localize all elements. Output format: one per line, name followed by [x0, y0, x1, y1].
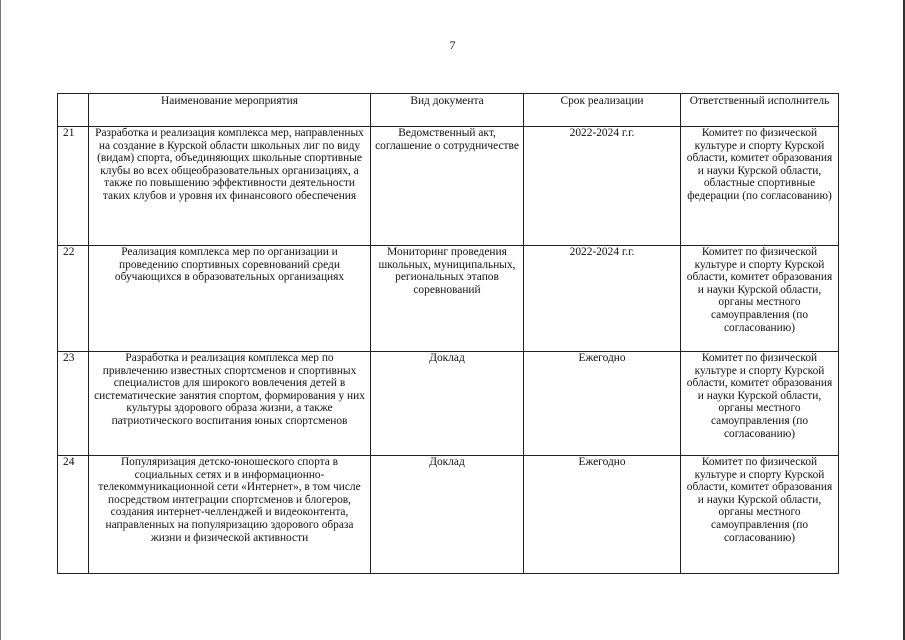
table-row	[58, 352, 839, 456]
activities-table	[57, 93, 839, 574]
table-row	[58, 456, 839, 574]
row-activity-name: Разработка и реализация комплекса мер, направленных на создание в Курской области школьных лиг по виду (видам) спорта, объединяющих школьные спортивные клубы во всех общеобразовательных организациях, а также по повышению эффективности деятельности таких клубов и уровня их финансового обеспечения	[89, 127, 371, 246]
row-document-type: Доклад	[371, 456, 524, 574]
row-term: 2022-2024 г.г.	[524, 246, 681, 352]
row-responsible: Комитет по физической культуре и спорту Курской области, комитет образования и науки Курской области, областные спортивные федерации (по согласованию)	[681, 127, 839, 246]
row-document-type: Мониторинг проведения школьных, муниципальных, региональных этапов соревнований	[371, 246, 524, 352]
row-number: 22	[58, 246, 89, 352]
row-number: 21	[58, 127, 89, 246]
table-row	[58, 246, 839, 352]
header-term: Срок реализации	[524, 94, 681, 127]
row-number: 24	[58, 456, 89, 574]
row-activity-name: Разработка и реализация комплекса мер по привлечению известных спортсменов и спортивных специалистов для широкого вовлечения детей в систематические занятия спортом, формирования у них культуры здорового образа жизни, а также патриотического воспитания юных спортсменов	[89, 352, 371, 456]
table-row	[58, 127, 839, 246]
row-term: Ежегодно	[524, 456, 681, 574]
row-term: 2022-2024 г.г.	[524, 127, 681, 246]
header-number	[58, 94, 89, 127]
row-activity-name: Популяризация детско-юношеского спорта в социальных сетях и в информационно-телекоммуникационной сети «Интернет», в том числе посредством интеграции спортсменов и блогеров, создания интернет-челленджей и видеоконтента, направленных на популяризацию здорового образа жизни и физической активности	[89, 456, 371, 574]
table-header-row	[58, 94, 839, 127]
row-document-type: Доклад	[371, 352, 524, 456]
row-activity-name: Реализация комплекса мер по организации и проведению спортивных соревнований среди обучающихся в образовательных организациях	[89, 246, 371, 352]
row-term: Ежегодно	[524, 352, 681, 456]
row-responsible: Комитет по физической культуре и спорту Курской области, комитет образования и науки Курской области, органы местного самоуправления (по согласованию)	[681, 352, 839, 456]
header-responsible: Ответственный исполнитель	[681, 94, 839, 127]
row-responsible: Комитет по физической культуре и спорту Курской области, комитет образования и науки Курской области, органы местного самоуправления (по согласованию)	[681, 246, 839, 352]
header-name: Наименование мероприятия	[89, 94, 371, 127]
row-document-type: Ведомственный акт, соглашение о сотрудничестве	[371, 127, 524, 246]
row-responsible: Комитет по физической культуре и спорту Курской области, комитет образования и науки Курской области, органы местного самоуправления (по согласованию)	[681, 456, 839, 574]
header-document-type: Вид документа	[371, 94, 524, 127]
page-number: 7	[449, 38, 456, 52]
scan-left-edge	[0, 0, 1, 640]
row-number: 23	[58, 352, 89, 456]
